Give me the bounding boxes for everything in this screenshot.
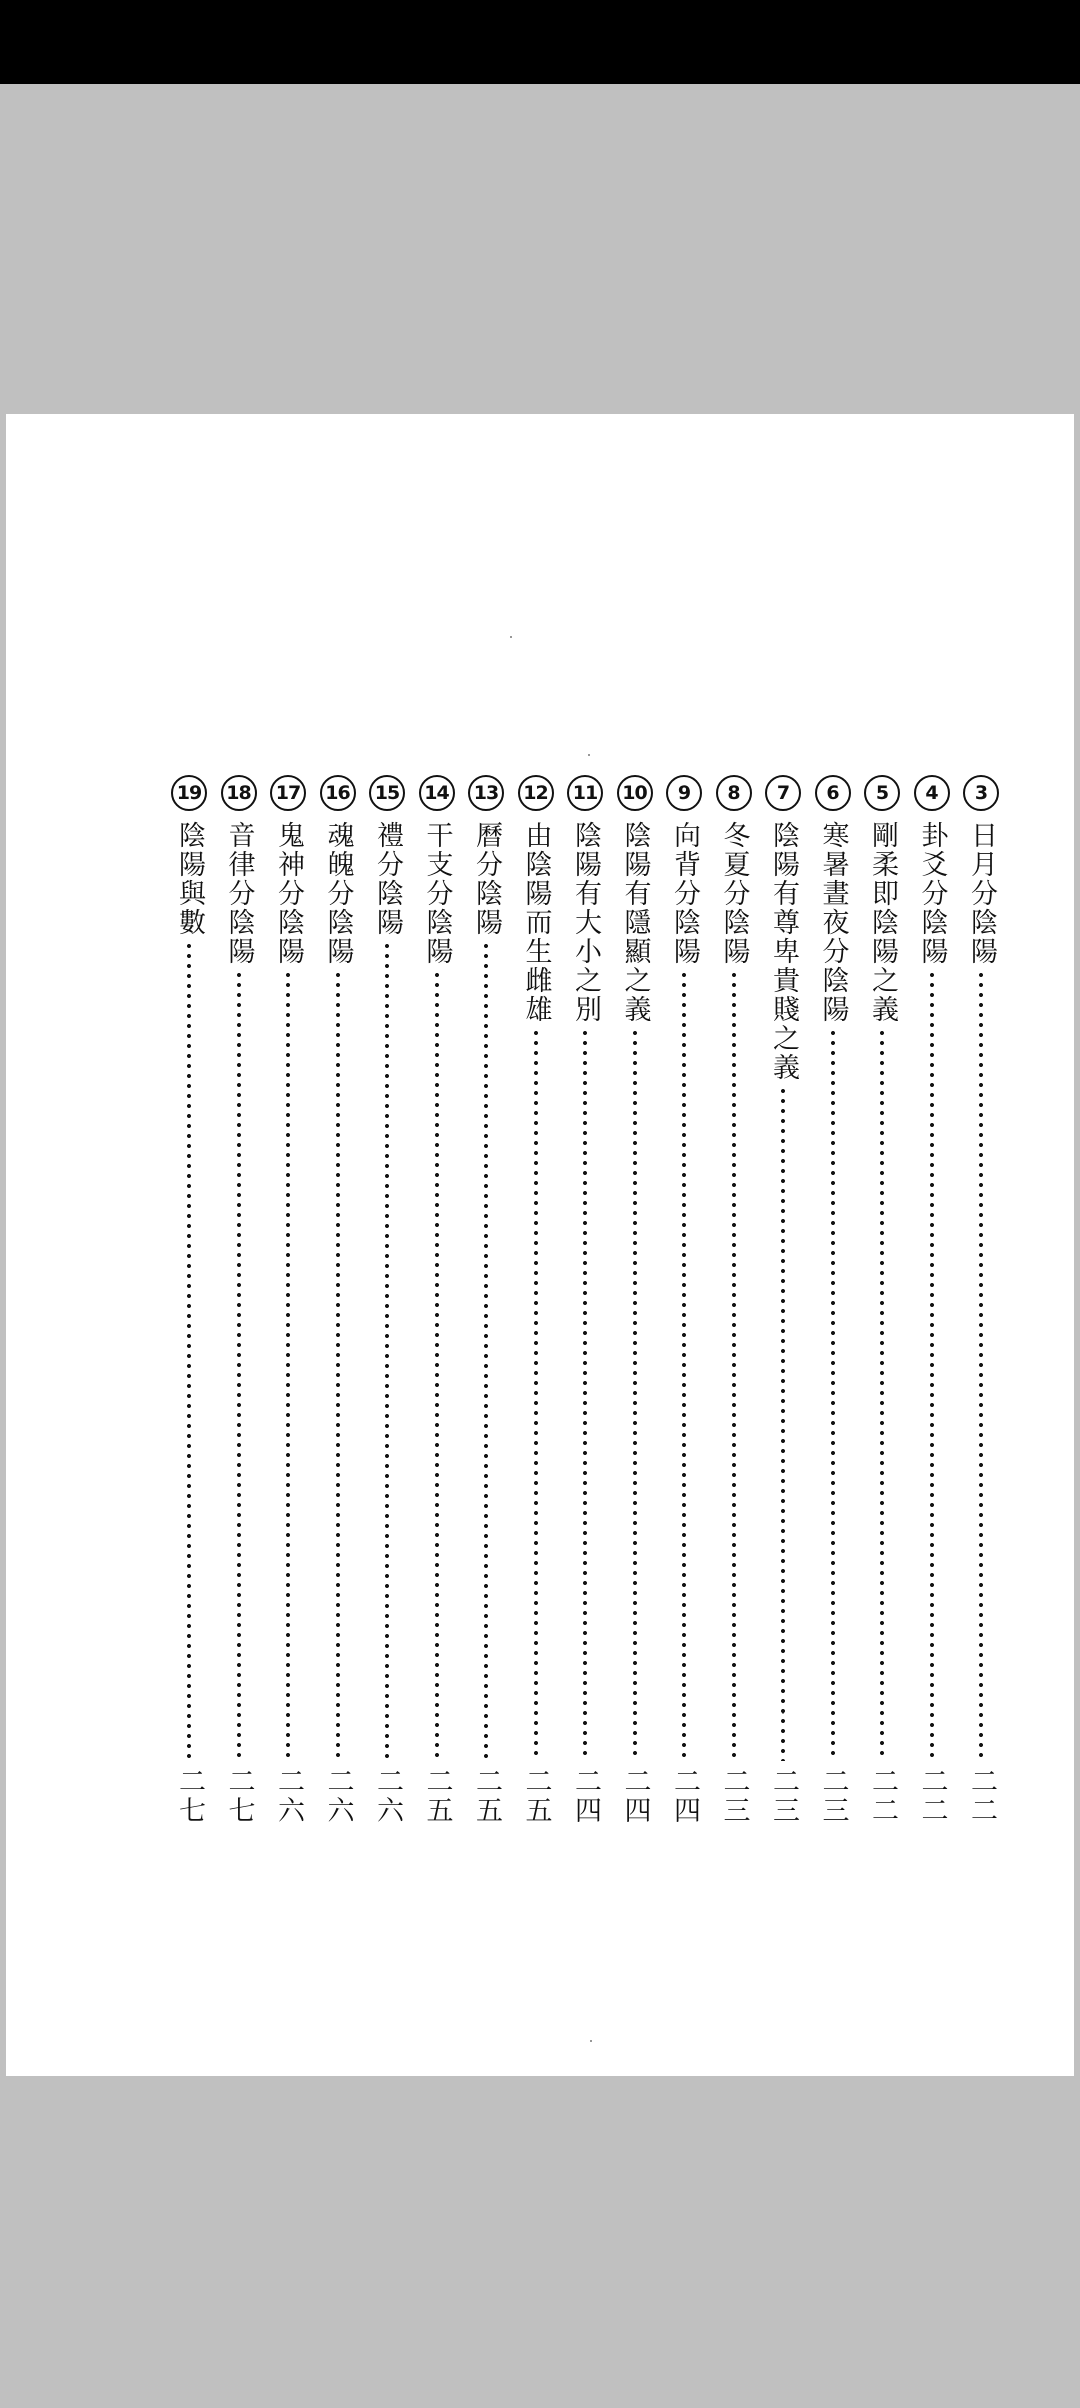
dot-leader (583, 1028, 587, 1761)
dot-leader (484, 941, 488, 1761)
dot-leader (930, 970, 934, 1761)
entry-page-number: 二五 (421, 1767, 453, 1825)
entry-title: 干支分陰陽 (421, 821, 453, 966)
entry-title: 陰陽有尊卑貴賤之義 (768, 821, 799, 1082)
toc-entry[interactable] (214, 775, 264, 1825)
entry-page-number: 二三 (817, 1767, 849, 1825)
entry-number-badge: 13 (468, 775, 504, 811)
entry-page-number: 二五 (471, 1767, 502, 1825)
dot-leader (781, 1086, 785, 1761)
entry-number-badge: 11 (567, 775, 603, 811)
dot-leader (831, 1028, 835, 1761)
dot-leader (880, 1028, 884, 1761)
entry-page-number: 二五 (520, 1767, 552, 1825)
entry-number-badge: 17 (270, 775, 306, 811)
toc-entry[interactable] (956, 775, 1006, 1825)
dot-leader (435, 970, 439, 1761)
toc-entry[interactable] (709, 775, 759, 1825)
entry-page-number: 二六 (372, 1767, 403, 1825)
toc-entry[interactable] (907, 775, 957, 1825)
entry-title: 陰陽與數 (174, 821, 205, 937)
entry-number-badge: 7 (765, 775, 801, 811)
entry-title: 向背分陰陽 (669, 821, 700, 966)
toc-entry[interactable] (808, 775, 858, 1825)
entry-number-badge: 5 (864, 775, 900, 811)
dot-leader (633, 1028, 637, 1761)
entry-number-badge: 16 (320, 775, 356, 811)
entry-number-badge: 19 (171, 775, 207, 811)
table-of-contents (6, 775, 1074, 1825)
entry-page-number: 二二 (916, 1767, 948, 1825)
entry-page-number: 二三 (718, 1767, 750, 1825)
entry-number-badge: 15 (369, 775, 405, 811)
entry-number-badge: 6 (815, 775, 851, 811)
entry-number-badge: 14 (419, 775, 455, 811)
dot-leader (534, 1028, 538, 1761)
entry-page-number: 二六 (322, 1767, 354, 1825)
entry-title: 音律分陰陽 (223, 821, 255, 966)
entry-number-badge: 3 (963, 775, 999, 811)
dot-leader (237, 970, 241, 1761)
toc-entry[interactable] (659, 775, 709, 1825)
dot-leader (979, 970, 983, 1761)
dot-leader (286, 970, 290, 1761)
entry-page-number: 二七 (174, 1767, 205, 1825)
entry-title: 日月分陰陽 (966, 821, 997, 966)
entry-number-badge: 4 (914, 775, 950, 811)
entry-title: 鬼神分陰陽 (273, 821, 304, 966)
entry-number-badge: 12 (518, 775, 554, 811)
entry-page-number: 二二 (867, 1767, 898, 1825)
document-page[interactable] (6, 414, 1074, 2076)
toc-entry[interactable] (412, 775, 462, 1825)
toc-entry[interactable] (560, 775, 610, 1825)
toc-entry[interactable] (313, 775, 363, 1825)
dot-leader (385, 941, 389, 1761)
entry-page-number: 二四 (669, 1767, 700, 1825)
toc-entry[interactable] (164, 775, 214, 1825)
entry-title: 剛柔即陰陽之義 (867, 821, 898, 1024)
entry-number-badge: 18 (221, 775, 257, 811)
entry-page-number: 二四 (619, 1767, 651, 1825)
dot-leader (187, 941, 191, 1761)
top-bar (0, 0, 1080, 84)
entry-title: 陰陽有隱顯之義 (619, 821, 651, 1024)
entry-title: 魂魄分陰陽 (322, 821, 354, 966)
dot-leader (682, 970, 686, 1761)
toc-entry[interactable] (857, 775, 907, 1825)
dot-leader (732, 970, 736, 1761)
toc-entry[interactable] (362, 775, 412, 1825)
toc-entry[interactable] (263, 775, 313, 1825)
entry-title: 寒暑晝夜分陰陽 (817, 821, 849, 1024)
scan-speck (510, 636, 512, 638)
entry-title: 由陰陽而生雌雄 (520, 821, 552, 1024)
dot-leader (336, 970, 340, 1761)
scan-speck (590, 2040, 592, 2042)
toc-entry[interactable] (610, 775, 660, 1825)
toc-entry[interactable] (461, 775, 511, 1825)
entry-page-number: 二七 (223, 1767, 255, 1825)
entry-title: 禮分陰陽 (372, 821, 403, 937)
entry-title: 卦爻分陰陽 (916, 821, 948, 966)
entry-title: 陰陽有大小之別 (570, 821, 601, 1024)
entry-number-badge: 8 (716, 775, 752, 811)
toc-entry[interactable] (758, 775, 808, 1825)
toc-entry[interactable] (511, 775, 561, 1825)
entry-page-number: 二二 (966, 1767, 997, 1825)
entry-page-number: 二六 (273, 1767, 304, 1825)
scan-speck (588, 754, 590, 756)
entry-number-badge: 9 (666, 775, 702, 811)
entry-page-number: 二四 (570, 1767, 601, 1825)
entry-title: 曆分陰陽 (471, 821, 502, 937)
entry-number-badge: 10 (617, 775, 653, 811)
entry-page-number: 二三 (768, 1767, 799, 1825)
entry-title: 冬夏分陰陽 (718, 821, 750, 966)
